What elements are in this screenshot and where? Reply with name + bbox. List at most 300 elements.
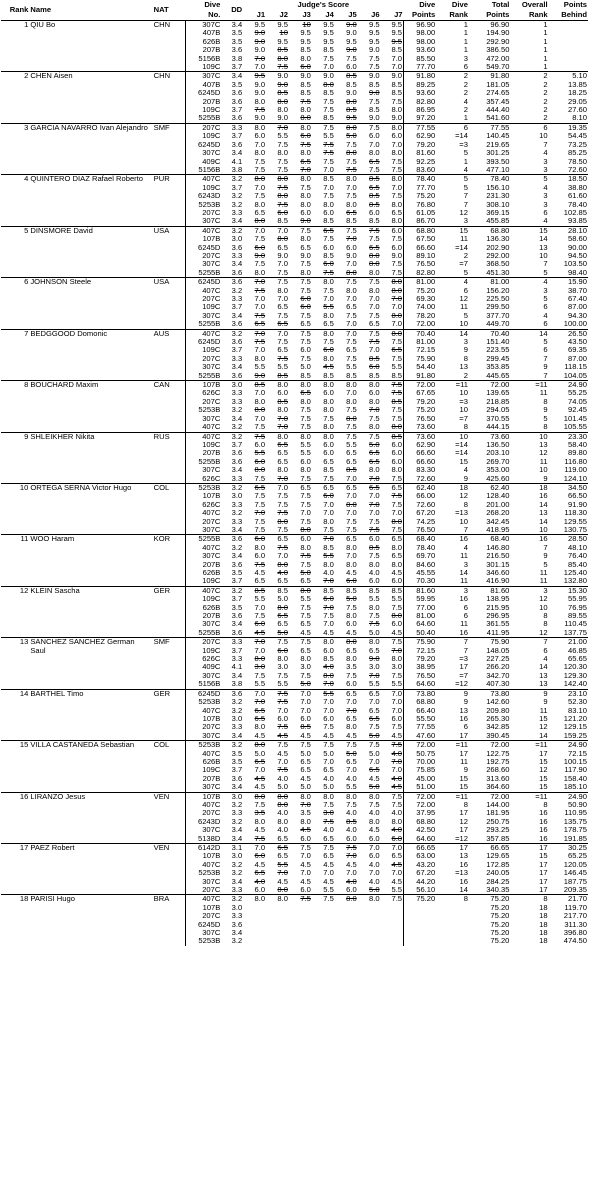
dive-rank: 3	[463, 54, 468, 63]
dive-number: 207B	[185, 98, 221, 106]
judge-score: 5.0	[300, 749, 311, 758]
points-behind: 159.25	[563, 731, 587, 740]
judge-score: 7.5	[312, 741, 335, 750]
judge-score: 7.0	[369, 295, 380, 303]
dive-points: 93.60	[404, 46, 437, 54]
athlete-group	[1, 72, 588, 123]
header-dive-points-2: Points	[412, 10, 436, 19]
judge-score: 8.0	[323, 560, 334, 569]
judge-score	[335, 904, 358, 912]
dive-dd: 3.7	[231, 766, 243, 775]
judge-score: 7.5	[312, 844, 335, 853]
judge-score: 7.5	[289, 329, 312, 338]
total-points: 250.75	[486, 817, 510, 826]
points-behind: 158.40	[563, 774, 587, 783]
points-behind: 124.10	[563, 474, 587, 483]
judge-score: 7.0	[323, 509, 334, 518]
judge-score: 7.0	[323, 620, 334, 629]
overall-rank: 11	[539, 706, 548, 715]
judge-score: 6.5	[346, 757, 357, 766]
dive-dd: 3.6	[231, 920, 243, 929]
judge-score: 6.5	[300, 320, 311, 329]
total-points: 142.60	[486, 698, 510, 707]
judge-score: 7.0	[346, 509, 357, 518]
judge-score: 7.0	[323, 706, 334, 715]
nat-cell: CHN	[153, 21, 186, 72]
judge-score: 7.5	[289, 844, 312, 853]
judge-score: 3.0	[300, 663, 311, 672]
overall-rank: 5	[510, 175, 548, 184]
judge-score: 9.0	[254, 114, 266, 123]
judge-score: 7.0	[369, 671, 380, 680]
overall-rank: 9	[510, 689, 548, 698]
nat-cell: AUS	[153, 329, 186, 380]
judge-score: 4.0	[346, 809, 357, 818]
dive-dd: 3.2	[221, 226, 243, 235]
header-total-2: Points	[486, 10, 510, 19]
judge-score: 8.0	[277, 886, 288, 895]
judge-score: 9.5	[243, 21, 266, 30]
overall-rank: 10	[539, 603, 548, 612]
dive-dd: 3.2	[231, 423, 243, 432]
dive-number: 107B	[185, 235, 221, 243]
points-behind: 191.85	[563, 834, 587, 843]
points-behind: 29.05	[567, 97, 587, 106]
dive-dd: 3.3	[231, 208, 243, 217]
judge-score: 6.5	[346, 449, 357, 458]
total-points: 73.80	[469, 689, 510, 698]
judge-score: 6.0	[254, 440, 266, 449]
overall-rank: 16	[539, 826, 548, 835]
dive-rank: 11	[460, 620, 468, 629]
overall-rank: 3	[510, 586, 548, 595]
athlete-group	[1, 432, 588, 483]
points-behind: 73.25	[567, 140, 587, 149]
judge-score: 4.5	[323, 731, 334, 740]
dive-dd: 3.2	[221, 741, 243, 750]
judge-score: 7.5	[254, 560, 266, 569]
dive-dd: 3.4	[231, 877, 243, 886]
dive-points: 62.90	[404, 132, 437, 140]
header-rank: Rank	[9, 5, 29, 14]
judge-score: 7.5	[300, 560, 311, 569]
dive-number: 109C	[185, 647, 221, 655]
athlete-name: PAEZ Robert	[29, 844, 152, 895]
overall-rank: 18	[539, 920, 548, 929]
judge-score: 9.5	[266, 21, 289, 30]
points-behind: 396.80	[563, 929, 587, 938]
dive-dd: 3.2	[221, 483, 243, 492]
judge-score: 8.0	[391, 311, 403, 320]
judge-score: 7.5	[391, 268, 403, 277]
dive-dd: 3.3	[231, 723, 243, 732]
dive-points: 62.90	[404, 441, 437, 449]
dive-dd: 3.5	[231, 569, 243, 577]
judge-score: 7.0	[369, 474, 380, 483]
judge-score: 8.0	[346, 560, 357, 569]
table-row	[1, 329, 588, 338]
judge-score: 8.5	[277, 371, 288, 380]
judge-score: 8.0	[335, 381, 358, 390]
rank-cell: 11	[1, 535, 29, 586]
dive-points: 81.00	[404, 338, 437, 346]
dive-number: 109C	[185, 63, 221, 72]
judge-score: 8.0	[277, 466, 288, 475]
judge-score: 7.5	[254, 157, 266, 166]
judge-score: 6.0	[391, 449, 403, 458]
judge-score: 7.5	[335, 278, 358, 287]
total-points: 75.20	[490, 929, 510, 938]
judge-score: 6.0	[346, 834, 357, 843]
judge-score: 6.0	[391, 132, 403, 141]
judge-score: 7.5	[369, 525, 380, 534]
total-points: 301.15	[486, 560, 510, 569]
judge-score: 7.5	[277, 140, 288, 149]
header-j5: J5	[348, 10, 357, 19]
dive-number: 407C	[185, 509, 221, 517]
judge-score: 7.5	[300, 260, 311, 269]
judge-score: 6.0	[346, 680, 357, 689]
points-behind: 18.25	[567, 89, 587, 98]
judge-score: 6.0	[346, 577, 357, 586]
header-total-1: Total	[491, 0, 510, 9]
athlete-group	[1, 741, 588, 792]
judge-score: 10	[289, 21, 312, 30]
dive-dd: 3.2	[231, 860, 243, 869]
dive-points: 93.60	[404, 89, 437, 97]
judge-score: 4.5	[300, 877, 311, 886]
dive-rank: 2	[463, 89, 468, 98]
judge-score: 7.0	[369, 698, 380, 707]
judge-score: 8.0	[254, 543, 266, 552]
judge-score: 5.5	[346, 440, 357, 449]
judge-score: 8.0	[254, 200, 266, 209]
judge-score: 7.0	[254, 389, 266, 398]
judge-score: 5.5	[391, 886, 403, 895]
total-points: 418.95	[486, 525, 510, 534]
points-behind: 142.40	[563, 680, 587, 689]
points-behind: 24.90	[549, 792, 588, 801]
judge-score: 9.0	[289, 72, 312, 81]
dive-number: 407C	[185, 861, 221, 869]
judge-score: 7.0	[391, 869, 403, 878]
judge-score	[358, 937, 381, 945]
judge-score: 5.0	[323, 783, 334, 792]
judge-score: 8.0	[312, 638, 335, 647]
dive-rank: 16	[459, 860, 468, 869]
total-points: 75.20	[490, 903, 510, 912]
points-behind: 93.85	[567, 217, 587, 226]
dive-number: 307C	[185, 929, 221, 937]
judge-score: 5.0	[277, 628, 288, 637]
judge-score: 4.0	[391, 749, 403, 758]
overall-rank: 18	[539, 929, 548, 938]
dive-points: 37.95	[404, 809, 437, 817]
judge-score: 7.0	[391, 140, 403, 149]
dive-rank	[436, 904, 469, 912]
judge-score: 7.0	[277, 260, 288, 269]
judge-score	[266, 937, 289, 945]
overall-rank: 16	[539, 809, 548, 818]
judge-score: 7.5	[277, 311, 288, 320]
judge-score	[335, 929, 358, 937]
dive-dd: 3.2	[231, 800, 243, 809]
judge-score: 7.5	[266, 638, 289, 647]
dive-dd: 3.3	[221, 123, 243, 132]
judge-score: 8.5	[335, 586, 358, 595]
dive-rank: 13	[459, 363, 468, 372]
dive-number: 407C	[185, 423, 221, 432]
judge-score: 6.5	[391, 552, 403, 561]
judge-score: 7.5	[300, 671, 311, 680]
header-overall-1: Overall	[521, 0, 548, 9]
judge-score: 9.5	[277, 37, 288, 46]
athlete-name: DINSMORE David	[29, 226, 152, 277]
overall-rank: 2	[543, 114, 548, 123]
judge-score: 7.0	[346, 492, 357, 501]
total-points: 73.60	[469, 432, 510, 441]
judge-score: 7.5	[277, 698, 288, 707]
dive-dd: 3.7	[231, 63, 243, 72]
points-behind: 78.40	[567, 200, 587, 209]
dive-points: 86.95	[404, 106, 437, 114]
judge-score: 9.5	[358, 21, 381, 30]
judge-score: 7.5	[346, 338, 357, 347]
overall-rank: 3	[543, 286, 548, 295]
judge-score: 9.5	[369, 29, 380, 38]
judge-score: 5.0	[346, 132, 357, 141]
judge-score: 8.5	[335, 72, 358, 81]
points-behind: 90.00	[567, 243, 587, 252]
overall-rank: 17	[539, 886, 548, 895]
dive-number: 5255B	[185, 535, 221, 544]
judge-score: 9.0	[381, 72, 404, 81]
overall-rank: 1	[543, 54, 548, 63]
dive-number: 207B	[185, 46, 221, 54]
dive-points: 75.20	[404, 895, 437, 904]
dive-points: 55.50	[404, 715, 437, 723]
dive-rank: 11	[460, 757, 468, 766]
dive-number: 626B	[185, 758, 221, 766]
total-points: 192.75	[486, 757, 510, 766]
judge-score: 7.5	[391, 338, 403, 347]
judge-score: 8.5	[346, 80, 357, 89]
dive-number: 626C	[185, 655, 221, 663]
dive-rank: 16	[459, 877, 468, 886]
dive-points: 64.60	[404, 620, 437, 628]
judge-score: 7.5	[369, 552, 380, 561]
judge-score: 7.0	[254, 303, 266, 312]
judge-score: 7.0	[300, 800, 311, 809]
total-points: 146.80	[486, 543, 510, 552]
judge-score: 7.5	[369, 235, 380, 244]
overall-rank: 8	[543, 423, 548, 432]
dive-points: 78.20	[404, 312, 437, 320]
dive-number: 407C	[185, 175, 221, 184]
judge-score: 9.5	[391, 37, 403, 46]
judge-score: 6.0	[391, 440, 403, 449]
dive-dd: 4.1	[231, 663, 243, 672]
total-points: 340.35	[486, 886, 510, 895]
judge-score: 7.5	[277, 63, 288, 72]
judge-score: 5.5	[346, 363, 357, 372]
dive-points: 45.55	[404, 569, 437, 577]
judge-score: 7.5	[323, 140, 334, 149]
overall-rank: 14	[539, 731, 548, 740]
points-behind: 54.45	[567, 132, 587, 141]
table-row	[1, 381, 588, 390]
overall-rank: 6	[543, 303, 548, 312]
judge-score: 8.0	[277, 655, 288, 664]
dive-rank: 6	[463, 286, 468, 295]
points-behind: 217.70	[563, 912, 587, 921]
judge-score: 8.0	[300, 149, 311, 158]
dive-dd: 3.0	[231, 714, 243, 723]
judge-score: 4.5	[346, 628, 357, 637]
total-points: 136.50	[486, 440, 510, 449]
dive-number: 107B	[185, 904, 221, 912]
judge-score: 7.5	[358, 123, 381, 132]
overall-rank: 1	[543, 29, 548, 38]
total-points: 294.05	[486, 406, 510, 415]
judge-score	[381, 921, 404, 929]
dive-dd: 3.4	[221, 21, 243, 30]
judge-score: 7.5	[289, 895, 312, 904]
judge-score: 6.5	[266, 844, 289, 853]
judge-score: 8.0	[289, 381, 312, 390]
judge-score: 7.5	[369, 338, 380, 347]
judge-score: 7.5	[277, 338, 288, 347]
dive-points: 66.60	[404, 449, 437, 457]
points-behind: 58.60	[567, 235, 587, 244]
judge-score: 5.5	[312, 689, 335, 698]
judge-score: 6.0	[300, 886, 311, 895]
judge-score: 7.5	[323, 106, 334, 115]
dive-rank: 7	[463, 200, 468, 209]
dive-rank: 8	[436, 895, 469, 904]
points-behind: 48.10	[567, 543, 587, 552]
athlete-name: PARISI Hugo	[29, 895, 152, 946]
athlete-group	[1, 844, 588, 895]
judge-score: 7.0	[323, 295, 334, 303]
overall-rank: 18	[539, 912, 548, 921]
points-behind: 24.90	[549, 381, 588, 390]
header-behind-2: Behind	[561, 10, 587, 19]
dive-rank: 6	[463, 603, 468, 612]
points-behind: 135.75	[563, 817, 587, 826]
dive-dd: 3.2	[231, 200, 243, 209]
nat-cell: BRA	[153, 895, 186, 946]
judge-score: 7.5	[254, 286, 266, 295]
header-dive-no-2: No.	[208, 10, 221, 19]
judge-score: 6.5	[323, 766, 334, 775]
dive-rank: 8	[463, 500, 468, 509]
judge-score: 8.0	[243, 123, 266, 132]
overall-rank: 15	[510, 226, 548, 235]
judge-score: 7.5	[300, 500, 311, 509]
judge-score: 7.0	[300, 706, 311, 715]
judge-score: 7.0	[277, 474, 288, 483]
total-points: 128.40	[486, 492, 510, 501]
dive-dd: 3.8	[231, 165, 243, 174]
judge-score: 7.0	[323, 698, 334, 707]
rank-cell: 6	[1, 278, 29, 329]
judge-score: 7.0	[346, 320, 357, 329]
judge-score: 6.5	[323, 834, 334, 843]
judge-score: 8.0	[391, 655, 403, 664]
total-points: 218.85	[486, 397, 510, 406]
overall-rank: 12	[539, 449, 548, 458]
judge-score: 7.5	[335, 432, 358, 441]
judge-score: 7.0	[323, 63, 334, 72]
nat-cell: USA	[153, 278, 186, 329]
judge-score: 4.0	[391, 774, 403, 783]
judge-score: 8.0	[369, 251, 380, 260]
judge-score: 7.0	[346, 474, 357, 483]
total-points: 223.55	[486, 346, 510, 355]
judge-score: 6.5	[300, 389, 311, 398]
dive-number: 307C	[185, 878, 221, 886]
judge-score: 8.0	[289, 432, 312, 441]
judge-score: 7.5	[277, 200, 288, 209]
points-behind: 91.90	[567, 500, 587, 509]
dive-rank: 5	[463, 149, 468, 158]
dive-number: 626B	[185, 38, 221, 46]
dive-points: 62.40	[404, 483, 437, 492]
dive-points: 96.90	[404, 21, 437, 30]
dive-number: 109C	[185, 766, 221, 774]
judge-score: 8.0	[277, 517, 288, 526]
total-points: 144.00	[486, 800, 510, 809]
total-points: 201.00	[486, 500, 510, 509]
athlete-group	[1, 175, 588, 226]
judge-score: 9.0	[391, 251, 403, 260]
dive-rank: 4	[463, 165, 468, 174]
overall-rank: 10	[539, 251, 548, 260]
dive-number: 207C	[185, 886, 221, 895]
dive-rank: 17	[459, 663, 468, 672]
judge-score: 9.0	[266, 72, 289, 81]
total-points: 299.45	[486, 354, 510, 363]
athlete-name: ORTEGA SERNA Victor Hugo	[29, 483, 152, 534]
dive-number: 5255B	[185, 372, 221, 381]
header-overall-2: Rank	[529, 10, 548, 19]
dive-rank: =14	[455, 449, 468, 458]
points-behind: 178.75	[563, 826, 587, 835]
judge-score: 8.0	[369, 397, 380, 406]
dive-points: 77.70	[404, 63, 437, 72]
judge-score: 6.0	[254, 552, 266, 561]
dive-points	[404, 921, 437, 929]
dive-dd: 3.2	[231, 698, 243, 707]
dive-rank: 5	[463, 311, 468, 320]
dive-dd: 3.0	[221, 381, 243, 390]
judge-score: 7.0	[346, 183, 357, 192]
judge-score: 8.0	[391, 543, 403, 552]
judge-score: 7.0	[391, 54, 403, 63]
judge-score: 4.5	[277, 731, 288, 740]
dive-number: 407C	[185, 287, 221, 295]
judge-score: 7.0	[391, 509, 403, 518]
athlete-name: WOO Haram	[29, 535, 152, 586]
dive-rank: 3	[436, 586, 469, 595]
dive-dd: 3.3	[231, 474, 243, 483]
points-behind: 87.00	[567, 354, 587, 363]
dive-points: 75.90	[404, 638, 437, 647]
judge-score: 5.5	[254, 595, 266, 604]
judge-score: 6.5	[346, 714, 357, 723]
judge-score: 7.5	[266, 278, 289, 287]
